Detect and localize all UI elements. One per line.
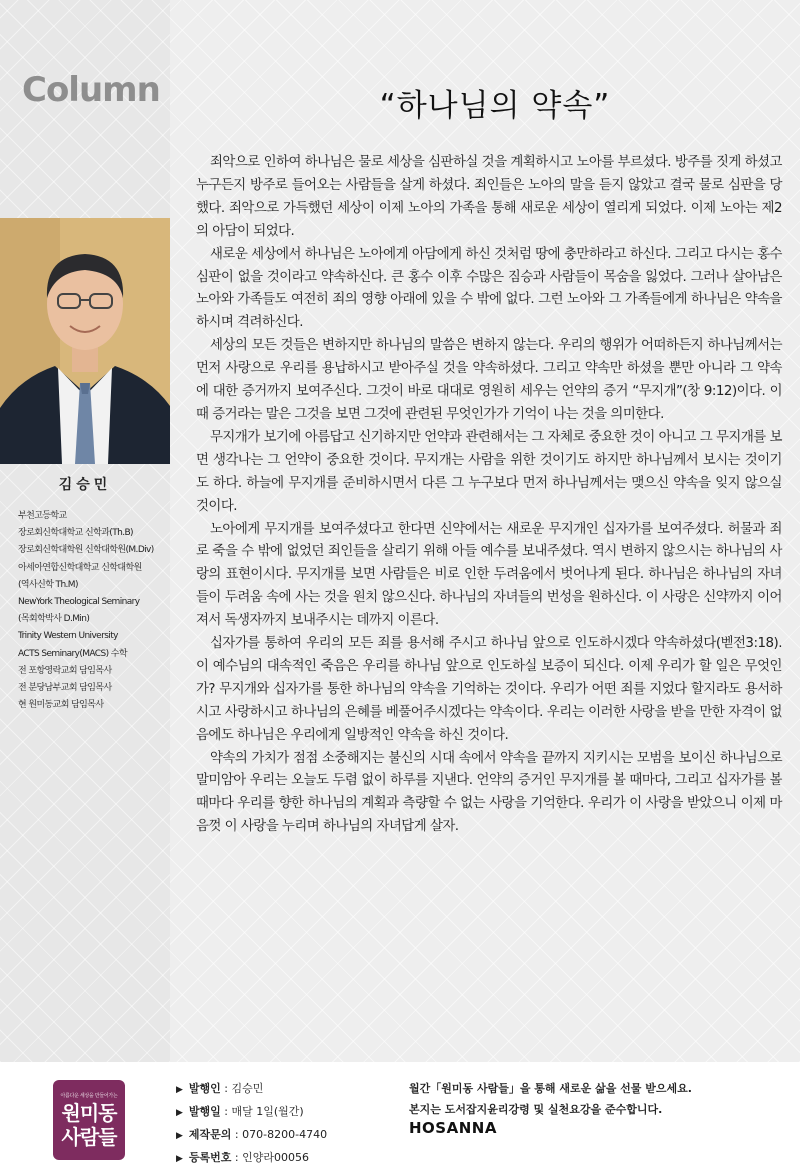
article-paragraph: 새로운 세상에서 하나님은 노아에게 아담에게 하신 것처럼 땅에 충만하라고 하신다. 그리고 다시는 홍수 심판이 없을 것이라고 약속하신다. 큰 홍수 이후 수많은 짐승과 사람들이 목숨을 잃었다. 그러나 살아남은 노아와 가족들도 여전히 죄의 영향 아래에 있을 수 밖에 없다. 그런 노아와 그 가족들에게 하나님은 약속을 하시며 격려하신다. <box>196 246 782 331</box>
magazine-logo <box>53 1080 125 1160</box>
article-paragraph: 십자가를 통하여 우리의 모든 죄를 용서해 주시고 하나님 앞으로 인도하시겠다 약속하셨다(벧전3:18). 이 예수님의 대속적인 죽음은 우리를 하나님 앞으로 인도하실 보증이 되신다. 이제 우리가 할 일은 무엇인가? 무지개와 십자가를 통한 하나님의 약속을 기억하는 것이다. 우리가 어떤 죄를 지었다 할지라도 용서하시고 사랑하시고 하나님의 은혜를 베풀어주시겠다는 약속이다. 우리는 이러한 사랑을 받을 만한 자격이 없음에도 하나님은 우리에게 일방적인 약속을 하신 것이다. <box>196 636 782 743</box>
pubinfo-row: ▶ 제작문의 : 070-8200-4740 <box>176 1128 328 1141</box>
triangle-right-icon: ▶ <box>176 1154 183 1164</box>
pubinfo-value: 김승민 <box>231 1082 264 1095</box>
bio-line: 장로회신학대학교 신학과(Th.B) <box>18 528 133 539</box>
pubinfo-key: 등록번호 <box>188 1151 232 1164</box>
pubinfo-row: ▶ 발행일 : 매달 1일(월간) <box>176 1105 304 1118</box>
bio-line: Trinity Western University <box>18 631 118 642</box>
pubinfo-value: 인양라00056 <box>242 1151 310 1164</box>
pubinfo-key: 발행일 <box>188 1105 221 1118</box>
article-paragraph: 무지개가 보기에 아름답고 신기하지만 언약과 관련해서는 그 자체로 중요한 것이 아니고 그 무지개를 보면 생각나는 그 언약이 중요한 것이다. 무지개는 사람을 위한 것이기도 하지만 하나님께서 보시는 것이기도 하다. 하늘에 무지개를 준비하시면서 다른 그 누구보다 먼저 하나님께서는 맺으신 약속을 잊지 않으실 것이다. <box>196 429 782 514</box>
article-body <box>196 152 782 839</box>
section-label: Column <box>22 70 160 110</box>
logo-line-1: 원미동 <box>61 1100 117 1125</box>
article-paragraph: 세상의 모든 것들은 변하지만 하나님의 말씀은 변하지 않는다. 우리의 행위가 어떠하든지 하나님께서는 먼저 사랑으로 우리를 용납하시고 받아주실 것을 약속하셨다. 그리고 약속만 하셨을 뿐만 아니라 그 약속에 대한 증거까지 보여주신다. 그것이 바로 대대로 영원히 세우는 언약의 증거 “무지개”(창 9:12)이다. 이때 증거라는 말은 그것을 보면 그것에 관련된 무엇인가가 기억이 나는 것을 의미한다. <box>196 338 782 422</box>
bio-line: ACTS Seminary(MACS) 수학 <box>18 648 127 659</box>
logo-line-2: 사람들 <box>61 1124 117 1149</box>
brand-logo: HOSANNA <box>409 1119 497 1137</box>
triangle-right-icon: ▶ <box>176 1131 183 1141</box>
bio-line: 장로회신학대학원 신학대학원(M.Div) <box>18 545 154 556</box>
footer-note: 월간「원미동 사람들」을 통해 새로운 삶을 선물 받으세요. <box>409 1082 692 1095</box>
bio-line: 부천고등학교 <box>18 511 67 521</box>
article-paragraph: 죄악으로 인하여 하나님은 물로 세상을 심판하실 것을 계획하시고 노아를 부르셨다. 방주를 짓게 하셨고 누구든지 방주로 들어오는 사람들을 살게 하셨다. 죄인들은 노아의 말을 듣지 않았고 결국 물로 심판을 당했다. 죄악으로 가득했던 세상이 이제 노아의 가족을 통해 새로운 세상이 열리게 되었다. 이제 노아는 제2의 아담이 되었다. <box>196 155 782 239</box>
footer-notes <box>409 1078 692 1120</box>
publication-info <box>176 1078 327 1170</box>
bio-line: (역사신학 Th.M) <box>18 579 78 590</box>
triangle-right-icon: ▶ <box>176 1085 183 1095</box>
article-paragraph: 노아에게 무지개를 보여주셨다고 한다면 신약에서는 새로운 무지개인 십자가를 보여주셨다. 허물과 죄로 죽을 수 밖에 없었던 죄인들을 살리기 위해 아들 예수를 보내주셨다. 역시 변하지 않으시는 하나님의 사랑의 표현이시다. 무지개를 보면 사람들은 비로 인한 두려움에서 벗어나게 된다. 하나님은 하나님의 자녀들이 두려움 속에 사는 것을 원치 않으신다. 하나님의 자녀들의 번성을 원하신다. 이 사랑은 신약까지 이어져서 독생자까지 보내주시는 데까지 이른다. <box>196 521 782 629</box>
article-paragraph: 약속의 가치가 점점 소중해지는 불신의 시대 속에서 약속을 끝까지 지키시는 모범을 보이신 하나님으로 말미암아 우리는 오늘도 두렴 없이 하루를 지낸다. 언약의 증거인 무지개를 볼 때마다, 그리고 십자가를 볼 때마다 우리를 향한 하나님의 계획과 측량할 수 없는 사랑을 기억한다. 우리가 이 사랑을 받았으니 이제 마음껏 이 사랑을 누리며 하나님의 자녀답게 살자. <box>196 750 782 835</box>
footer-note: 본지는 도서잡지윤리강령 및 실천요강을 준수합니다. <box>409 1103 663 1116</box>
pubinfo-key: 발행인 <box>188 1082 221 1095</box>
bio-line: (목회학박사 D.Min) <box>18 614 90 625</box>
pubinfo-key: 제작문의 <box>188 1128 232 1141</box>
logo-tagline: 아름다운 세상을 만들어가는 <box>60 1092 118 1099</box>
author-name: 김승민 <box>58 477 112 493</box>
pubinfo-row: ▶ 발행인 : 김승민 <box>176 1082 264 1095</box>
bio-line: 현 원미동교회 담임목사 <box>18 700 104 711</box>
bio-line: NewYork Theological Seminary <box>18 597 140 608</box>
article-title: “하나님의 약속” <box>379 88 611 124</box>
triangle-right-icon: ▶ <box>176 1108 183 1118</box>
bio-line: 아세아연합신학대학교 신학대학원 <box>18 562 142 573</box>
bio-line: 전 포항영락교회 담임목사 <box>18 665 112 676</box>
pubinfo-row: ▶ 등록번호 : 인양라00056 <box>176 1151 310 1164</box>
author-portrait <box>0 218 170 464</box>
pubinfo-value: 매달 1일(월간) <box>231 1105 304 1118</box>
sidebar <box>0 0 170 1062</box>
author-bio <box>18 508 168 714</box>
bio-line: 전 분당남부교회 담임목사 <box>18 683 112 694</box>
portrait-illustration <box>0 218 170 464</box>
pubinfo-value: 070-8200-4740 <box>242 1128 328 1141</box>
